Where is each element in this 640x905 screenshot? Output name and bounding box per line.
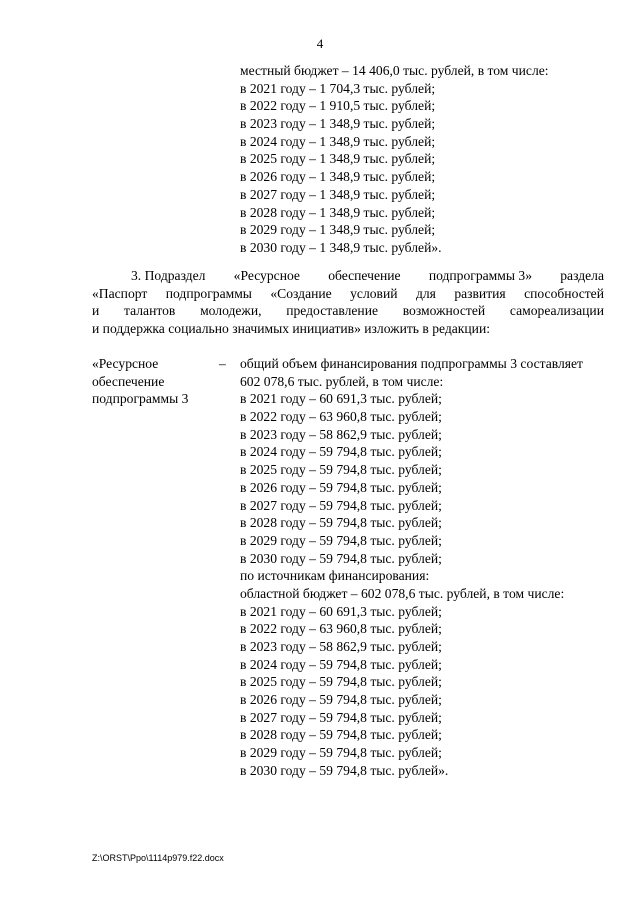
text-line: в 2022 году – 1 910,5 тыс. рублей;	[240, 98, 436, 114]
text-line: в 2021 году – 60 691,3 тыс. рублей;	[240, 603, 442, 619]
page-number: 4	[316, 36, 324, 51]
text-line: областной бюджет – 602 078,6 тыс. рублей, в том числе:	[240, 585, 565, 601]
word: развития	[454, 285, 506, 301]
text-line: в 2025 году – 59 794,8 тыс. рублей;	[240, 674, 442, 690]
text-line: в 2029 году – 59 794,8 тыс. рублей;	[240, 532, 442, 548]
text-line: в 2025 году – 1 348,9 тыс. рублей;	[240, 151, 436, 167]
local-budget-block	[240, 63, 549, 258]
word: обеспечение	[328, 268, 401, 283]
word: и	[92, 303, 100, 319]
text-line: в 2027 году – 59 794,8 тыс. рублей;	[240, 497, 442, 513]
word: предоставление	[286, 303, 379, 319]
paragraph-line	[92, 286, 604, 304]
word: возможностей	[402, 303, 486, 319]
word: подпрограммы	[165, 285, 252, 301]
financing-block	[240, 356, 583, 781]
dash-separator: –	[219, 356, 226, 371]
text-line: в 2030 году – 1 348,9 тыс. рублей».	[240, 239, 442, 255]
word: самореализации	[509, 303, 604, 319]
text-line: в 2026 году – 1 348,9 тыс. рублей;	[240, 169, 436, 185]
text-line: в 2024 году – 59 794,8 тыс. рублей;	[240, 444, 442, 460]
text-line: в 2023 году – 58 862,9 тыс. рублей;	[240, 426, 442, 442]
word: «Паспорт	[92, 285, 148, 301]
word: «Создание	[270, 285, 332, 301]
word: условий	[350, 285, 398, 301]
text-line: в 2029 году – 59 794,8 тыс. рублей;	[240, 745, 442, 761]
text-line: местный бюджет – 14 406,0 тыс. рублей, в том числе:	[240, 63, 549, 78]
resource-label	[92, 356, 212, 409]
text-line: в 2028 году – 59 794,8 тыс. рублей;	[240, 727, 442, 743]
text-line: в 2029 году – 1 348,9 тыс. рублей;	[240, 222, 436, 238]
text-line: в 2025 году – 59 794,8 тыс. рублей;	[240, 462, 442, 478]
text-line: в 2027 году – 1 348,9 тыс. рублей;	[240, 186, 436, 202]
text-line: в 2030 году – 59 794,8 тыс. рублей;	[240, 550, 442, 566]
word: 3. Подраздел	[131, 268, 206, 283]
text-line: в 2021 году – 60 691,3 тыс. рублей;	[240, 391, 442, 407]
word: для	[415, 285, 436, 301]
word: талантов	[124, 303, 176, 319]
text-line: в 2023 году – 1 348,9 тыс. рублей;	[240, 116, 436, 132]
word: «Ресурсное	[233, 268, 300, 283]
text-line: в 2028 году – 59 794,8 тыс. рублей;	[240, 515, 442, 531]
label-line: «Ресурсное	[92, 356, 159, 371]
text-line: в 2028 году – 1 348,9 тыс. рублей;	[240, 204, 436, 220]
text-line: в 2022 году – 63 960,8 тыс. рублей;	[240, 409, 442, 425]
amendment-paragraph	[92, 268, 604, 338]
text-line: в 2021 году – 1 704,3 тыс. рублей;	[240, 80, 436, 96]
paragraph-line: и поддержка социально значимых инициатив» изложить в редакции:	[92, 320, 491, 336]
text-line: в 2023 году – 58 862,9 тыс. рублей;	[240, 639, 442, 654]
text-line: 602 078,6 тыс. рублей, в том числе:	[240, 373, 444, 389]
text-line: в 2024 году – 59 794,8 тыс. рублей;	[240, 656, 442, 672]
text-line: в 2030 году – 59 794,8 тыс. рублей».	[240, 762, 449, 778]
text-line: в 2022 году – 63 960,8 тыс. рублей;	[240, 621, 442, 637]
word: молодежи,	[200, 303, 262, 319]
word: подпрограммы 3»	[428, 268, 533, 283]
label-line: обеспечение	[92, 373, 165, 389]
file-path-footer: Z:\ORST\Ppo\1114p979.f22.docx	[92, 853, 224, 863]
text-line: в 2026 году – 59 794,8 тыс. рублей;	[240, 692, 442, 708]
word: способностей	[524, 285, 604, 301]
label-line: подпрограммы 3	[92, 391, 189, 407]
word: раздела	[560, 268, 604, 283]
text-line: в 2027 году – 59 794,8 тыс. рублей;	[240, 709, 442, 725]
text-line: в 2026 году – 59 794,8 тыс. рублей;	[240, 479, 442, 495]
text-line: общий объем финансирования подпрограммы 3 составляет	[240, 356, 584, 371]
paragraph-line	[92, 303, 604, 321]
text-line: в 2024 году – 1 348,9 тыс. рублей;	[240, 133, 436, 149]
text-line: по источникам финансирования:	[240, 568, 430, 584]
paragraph-line	[92, 268, 604, 286]
